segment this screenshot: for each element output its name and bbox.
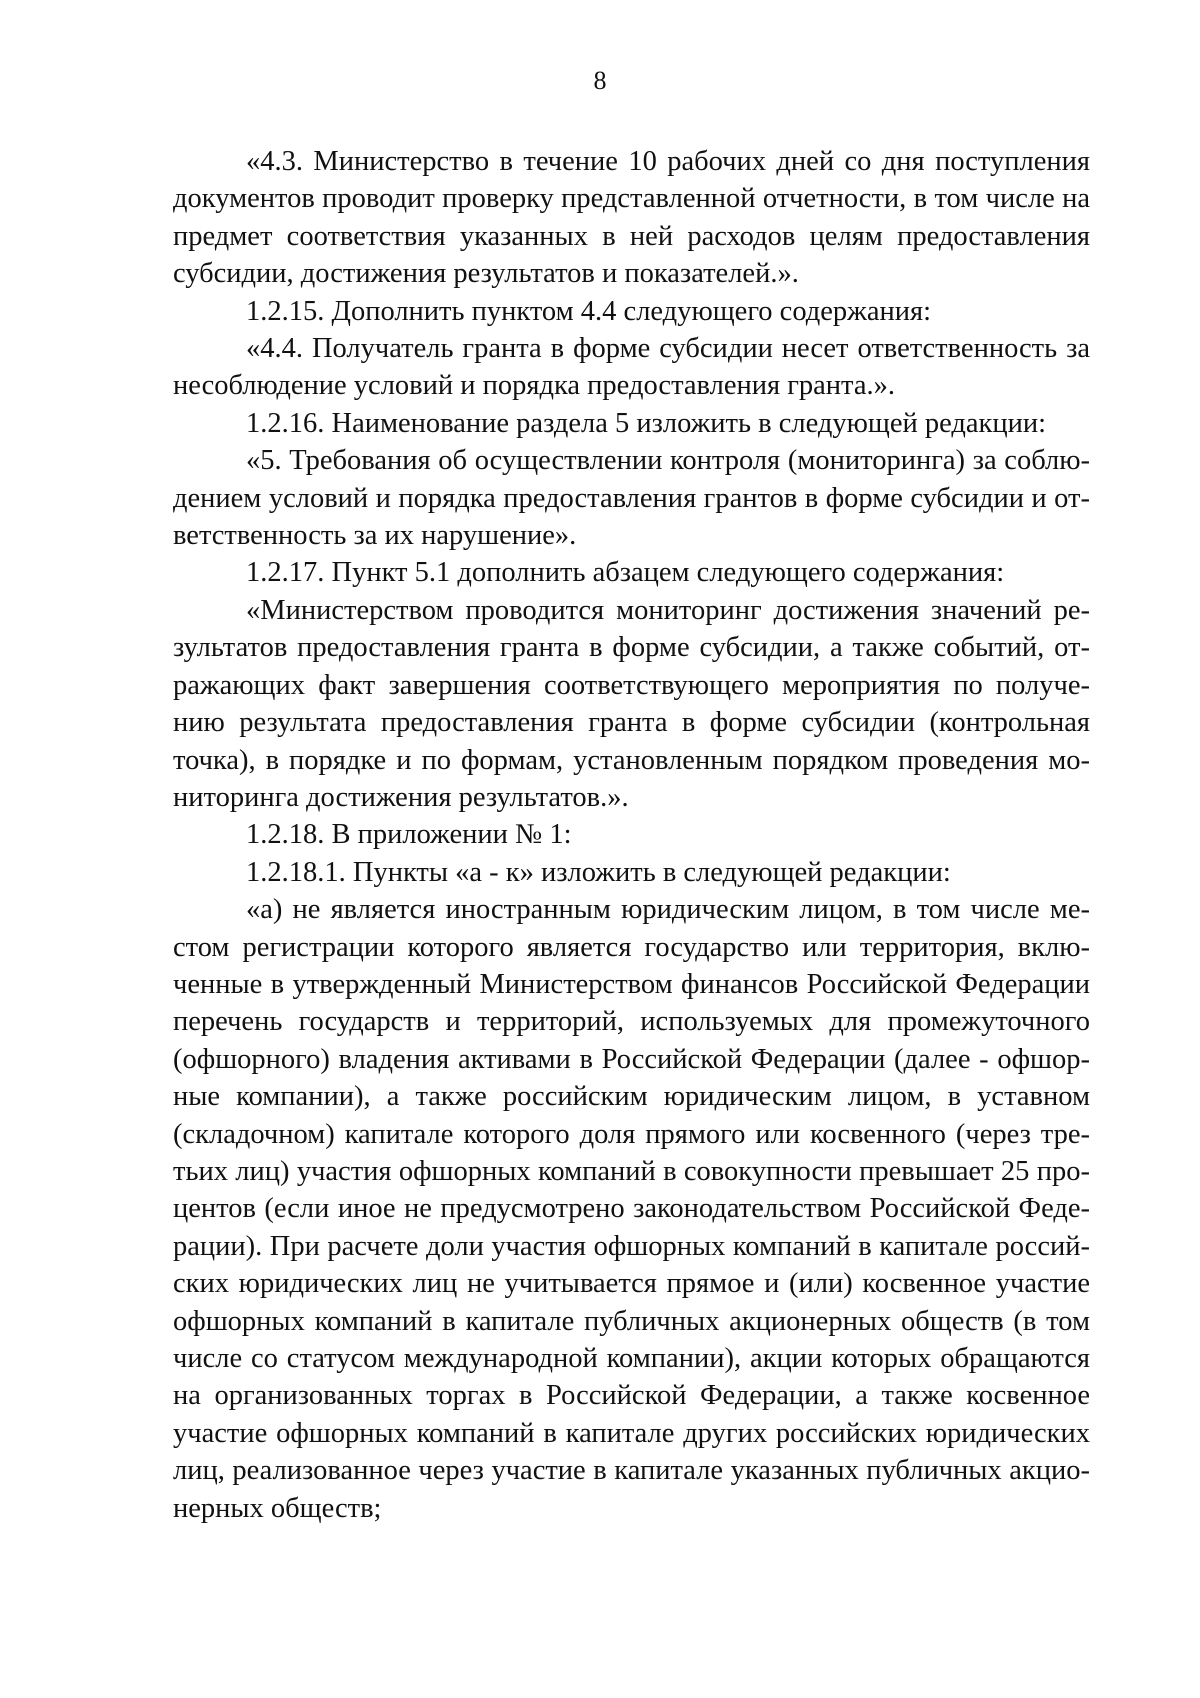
paragraph-1-2-18: 1.2.18. В приложении № 1: bbox=[246, 819, 572, 851]
paragraph-1-2-15: 1.2.15. Дополнить пунктом 4.4 следующего содержания: bbox=[246, 295, 932, 327]
paragraph-4-3-text: «4.3. Министерство в течение 10 рабочих дней со дня поступления документов проводит проверку представленной отчетности, в том числе на предмет соответствия указанных в ней расходов целям предоставления субсидии, достижения результатов и показателей.». bbox=[173, 146, 1090, 290]
document-body bbox=[173, 143, 1090, 1527]
paragraph-1-2-16: 1.2.16. Наименование раздела 5 изложить в следующей редакции: bbox=[246, 407, 1047, 439]
paragraph-1-2-17: 1.2.17. Пункт 5.1 дополнить абзацем следующего содержания: bbox=[246, 557, 1005, 589]
paragraph-item-a-text: «а) не является иностранным юридическим лицом, в том числе местом регистрации которого является государство или территория, включенные в утвержденный Министерством финансов Российской Федерации перечень государств и территорий, используемых для промежуточного (офшорного) владения активами в Российской Федерации (далее - офшорные компании), а также российским юридическим лицом, в уставном (складочном) капитале которого доля прямого или косвенного (через третьих лиц) участия офшорных компаний в совокупности превышает 25 процентов (если иное не предусмотрено законодательством Российской Федерации). При расчете доли участия офшорных компаний в капитале российских юридических лиц не учитывается прямое и (или) косвенное участие офшорных компаний в капитале публичных акционерных обществ (в том числе со статусом международной компании), акции которых обращаются на организованных торгах в Российской Федерации, а также косвенное участие офшорных компаний в капитале других российских юридических лиц, реализованное через участие в капитале указанных публичных акционерных обществ; bbox=[173, 894, 1090, 1524]
paragraph-1-2-18-1: 1.2.18.1. Пункты «а - к» изложить в следующей редакции: bbox=[246, 856, 951, 888]
page-number: 8 bbox=[593, 66, 607, 95]
paragraph-section-5-title: «5. Требования об осуществлении контроля (мониторинга) за соблюдением условий и порядка предоставления грантов в форме субсидии и ответственность за их нарушение». bbox=[173, 445, 1090, 552]
paragraph-4-4-text: «4.4. Получатель гранта в форме субсидии несет ответственность за несоблюдение условий и порядка предоставления гранта.». bbox=[173, 333, 1090, 402]
paragraph-monitoring-text: «Министерством проводится мониторинг достижения значений результатов предоставления гранта в форме субсидии, а также событий, отражающих факт завершения соответствующего мероприятия по получению результата предоставления гранта в форме субсидии (контрольная точка), в порядке и по формам, установленным порядком проведения мониторинга достижения результатов.». bbox=[173, 594, 1090, 813]
